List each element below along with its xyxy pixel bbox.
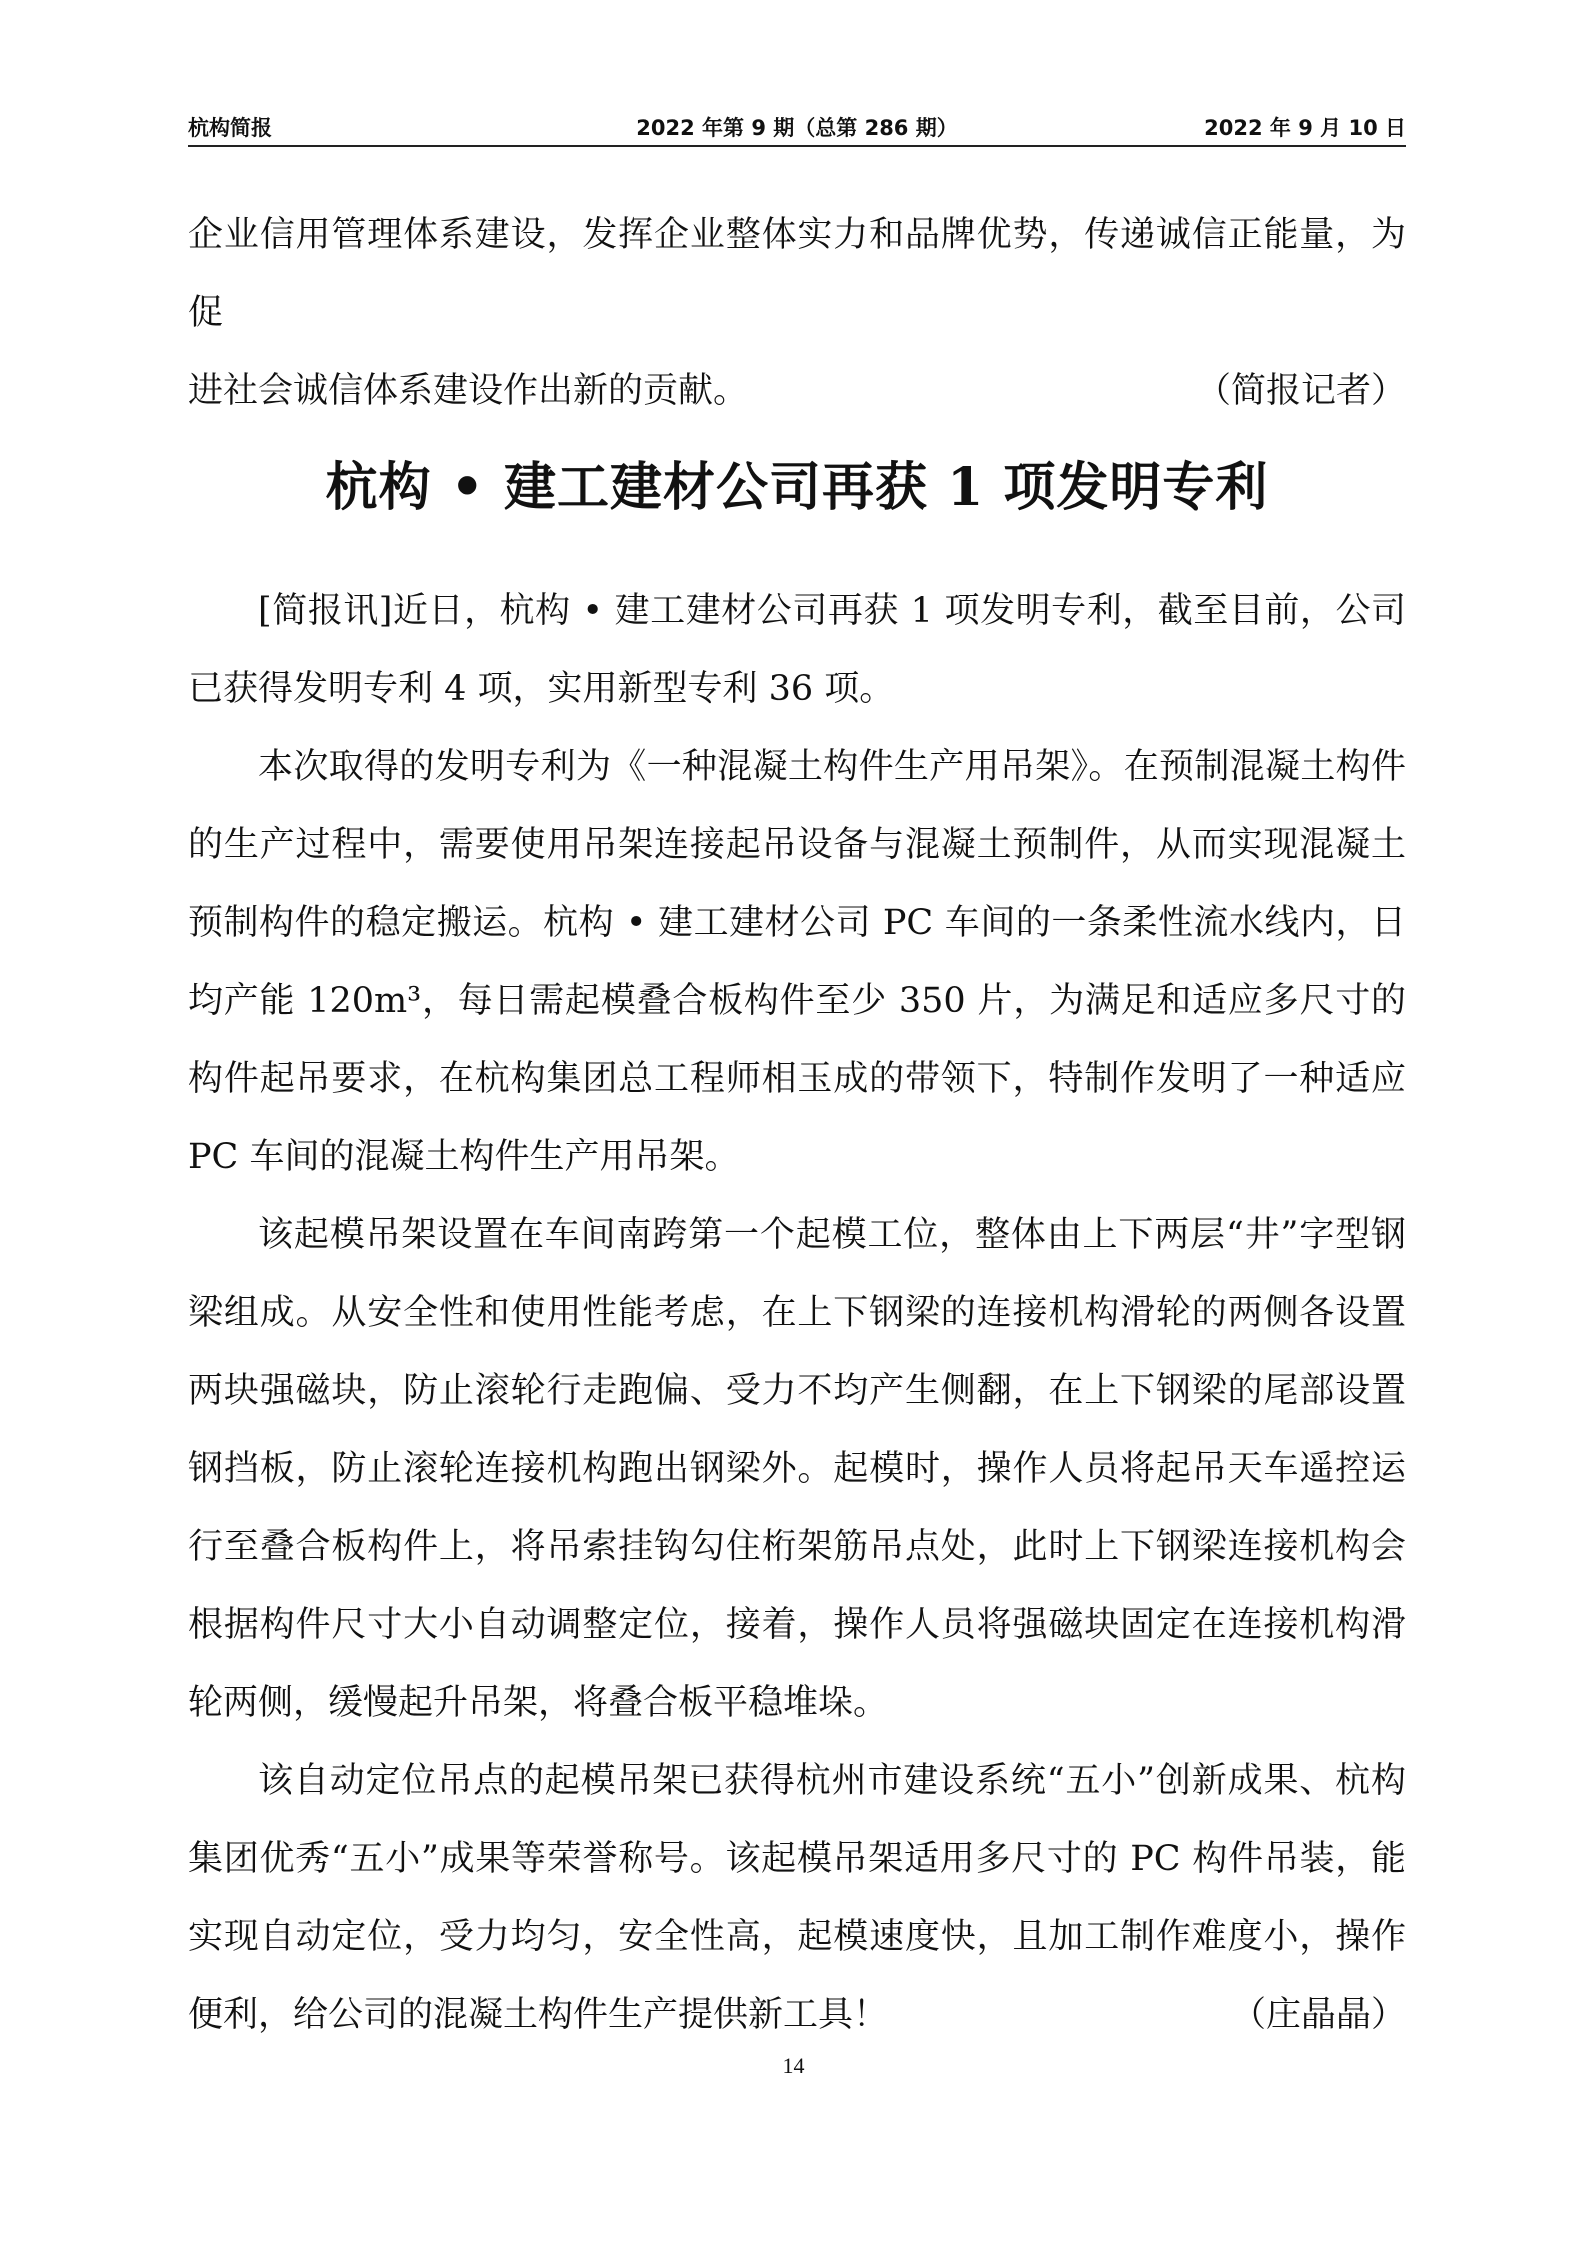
previous-article-credit: （简报记者） (1195, 371, 1406, 411)
article-paragraph-1: [简报讯]近日，杭构 • 建工建材公司再获 1 项发明专利，截至目前，公司已获得发明专利 4 项，实用新型专利 36 项。 (188, 591, 1406, 709)
article-paragraph-2: 本次取得的发明专利为《一种混凝土构件生产用吊架》。在预制混凝土构件的生产过程中，需要使用吊架连接起吊设备与混凝土预制件，从而实现混凝土预制构件的稳定搬运。杭构 • 建工建材公司 PC 车间的一条柔性流水线内，日均产能 120m³，每日需起模叠合板构件至少 350 片，为满足和适应多尺寸的构件起吊要求，在杭构集团总工程师相玉成的带领下，特制作发明了一种适应 PC 车间的混凝土构件生产用吊架。 (188, 747, 1406, 1177)
article-paragraph-4-text: 该自动定位吊点的起模吊架已获得杭州市建设系统“五小”创新成果、杭构集团优秀“五小”成果等荣誉称号。该起模吊架适用多尺寸的 PC 构件吊装，能实现自动定位，受力均匀，安全性高，起模速度快，且加工制作难度小，操作便利，给公司的混凝土构件生产提供新工具！ (188, 1761, 1406, 2035)
article-paragraph-3: 该起模吊架设置在车间南跨第一个起模工位，整体由上下两层“井”字型钢梁组成。从安全性和使用性能考虑，在上下钢梁的连接机构滑轮的两侧各设置两块强磁块，防止滚轮行走跑偏、受力不均产生侧翻，在上下钢梁的尾部设置钢挡板，防止滚轮连接机构跑出钢梁外。起模时，操作人员将起吊天车遥控运行至叠合板构件上，将吊索挂钩勾住桁架筋吊点处，此时上下钢梁连接机构会根据构件尺寸大小自动调整定位，接着，操作人员将强磁块固定在连接机构滑轮两侧，缓慢起升吊架，将叠合板平稳堆垛。 (188, 1215, 1406, 1723)
article-paragraph-4 (188, 1742, 1406, 2054)
header-publication-name: 杭构简报 (188, 116, 272, 140)
previous-article-text: 进社会诚信体系建设作出新的贡献。 (188, 371, 749, 411)
header-divider (188, 145, 1406, 147)
previous-article-line-2 (188, 352, 1406, 430)
article-credit: （庄晶晶） (1230, 1995, 1406, 2035)
header-issue-number: 2022 年第 9 期（总第 286 期） (636, 116, 958, 140)
page-body (188, 196, 1406, 2054)
previous-article-line-1: 企业信用管理体系建设，发挥企业整体实力和品牌优势，传递诚信正能量，为促 (188, 215, 1406, 333)
article-body (188, 572, 1406, 2054)
page-number: 14 (782, 2053, 805, 2078)
previous-article-tail (188, 196, 1406, 430)
header-date: 2022 年 9 月 10 日 (1204, 116, 1406, 140)
running-header (188, 108, 1406, 148)
article-title: 杭构 • 建工建材公司再获 1 项发明专利 (325, 457, 1269, 518)
